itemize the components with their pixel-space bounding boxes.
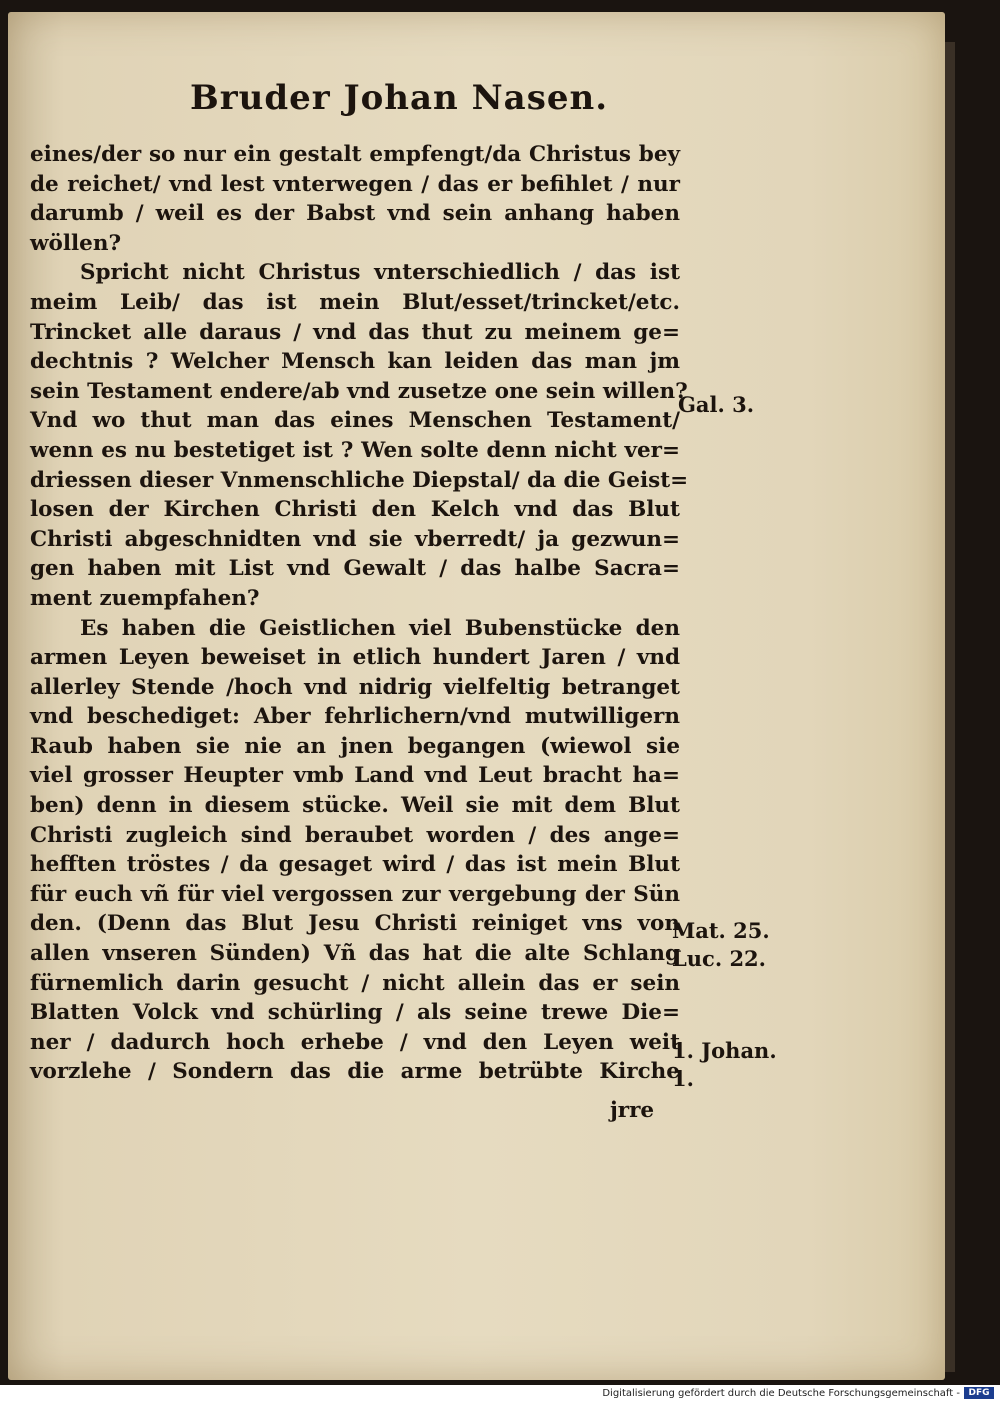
page-edge <box>945 42 955 1372</box>
text-line: Christi zugleich sind beraubet worden / des ange= <box>30 822 680 848</box>
text-line: wöllen? <box>30 230 122 256</box>
text-line: sein Testament endere/ab vnd zusetze one sein willen? <box>30 378 688 404</box>
text-line: den. (Denn das Blut Jesu Christi reiniget vns von <box>30 911 680 937</box>
margin-note-johan: 1. Johan. <box>672 1038 777 1063</box>
text-line: Es haben die Geistlichen viel Bubenstücke den <box>80 615 680 641</box>
running-head: Bruder Johan Nasen. <box>190 78 609 118</box>
text-line: Christi abgeschnidten vnd sie vberredt/ ja gezwun= <box>30 526 680 552</box>
text-line: dechtnis ? Welcher Mensch kan leiden das man jm <box>30 349 680 375</box>
text-line: ment zuempfahen? <box>30 585 260 611</box>
text-line: Raub haben sie nie an jnen begangen (wiewol sie <box>30 733 680 759</box>
text-line: de reichet/ vnd lest vnterwegen / das er befihlet / nur <box>30 171 680 197</box>
body-text <box>30 140 689 1087</box>
text-line: gen haben mit List vnd Gewalt / das halbe Sacra= <box>30 556 680 582</box>
margin-note-luc: Luc. 22. <box>672 946 766 971</box>
text-line: allen vnseren Sünden) Vñ das hat die alte Schlang <box>30 941 680 967</box>
text-line: armen Leyen beweiset in etlich hundert Jaren / vnd <box>30 645 680 671</box>
dfg-logo: DFG <box>964 1387 994 1399</box>
text-line: vnd beschediget: Aber fehrlichern/vnd mutwilligern <box>30 704 680 730</box>
text-line: viel grosser Heupter vmb Land vnd Leut bracht ha= <box>30 763 680 789</box>
text-line: vorzlehe / Sondern das die arme betrübte Kirche <box>30 1059 680 1085</box>
text-line: fürnemlich darin gesucht / nicht allein das er sein <box>30 970 680 996</box>
text-line: Vnd wo thut man das eines Menschen Testament/ <box>30 408 680 434</box>
margin-note-mat: Mat. 25. <box>672 918 770 943</box>
text-line: ner / dadurch hoch erhebe / vnd den Leyen weit <box>30 1029 680 1055</box>
text-line: Trincket alle daraus / vnd das thut zu meinem ge= <box>30 319 680 345</box>
text-line: darumb / weil es der Babst vnd sein anhang haben <box>30 201 680 227</box>
text-line: Blatten Volck vnd schürling / als seine trewe Die= <box>30 1000 680 1026</box>
text-line: driessen dieser Vnmenschliche Diepstal/ da die Geist= <box>30 467 689 493</box>
footer-credit: Digitalisierung gefördert durch die Deutsche Forschungsgemeinschaft - <box>602 1388 960 1399</box>
margin-note-johan-verse: 1. <box>672 1066 694 1091</box>
text-line: meim Leib/ das ist mein Blut/esset/trincket/etc. <box>30 289 680 315</box>
text-line: allerley Stende /hoch vnd nidrig vielfeltig betranget <box>30 674 680 700</box>
text-line: ben) denn in diesem stücke. Weil sie mit dem Blut <box>30 793 680 819</box>
text-line: Spricht nicht Christus vnterschiedlich / das ist <box>80 260 680 286</box>
text-line: eines/der so nur ein gestalt empfengt/da Christus bey <box>30 142 680 167</box>
text-line: wenn es nu bestetiget ist ? Wen solte denn nicht ver= <box>30 437 680 463</box>
catchword: jrre <box>610 1098 655 1123</box>
text-line: losen der Kirchen Christi den Kelch vnd das Blut <box>30 497 680 523</box>
text-line: für euch vñ für viel vergossen zur vergebung der Sün <box>30 881 680 907</box>
text-line: hefften tröstes / da gesaget wird / das ist mein Blut <box>30 852 680 878</box>
margin-note-gal: Gal. 3. <box>678 392 755 417</box>
